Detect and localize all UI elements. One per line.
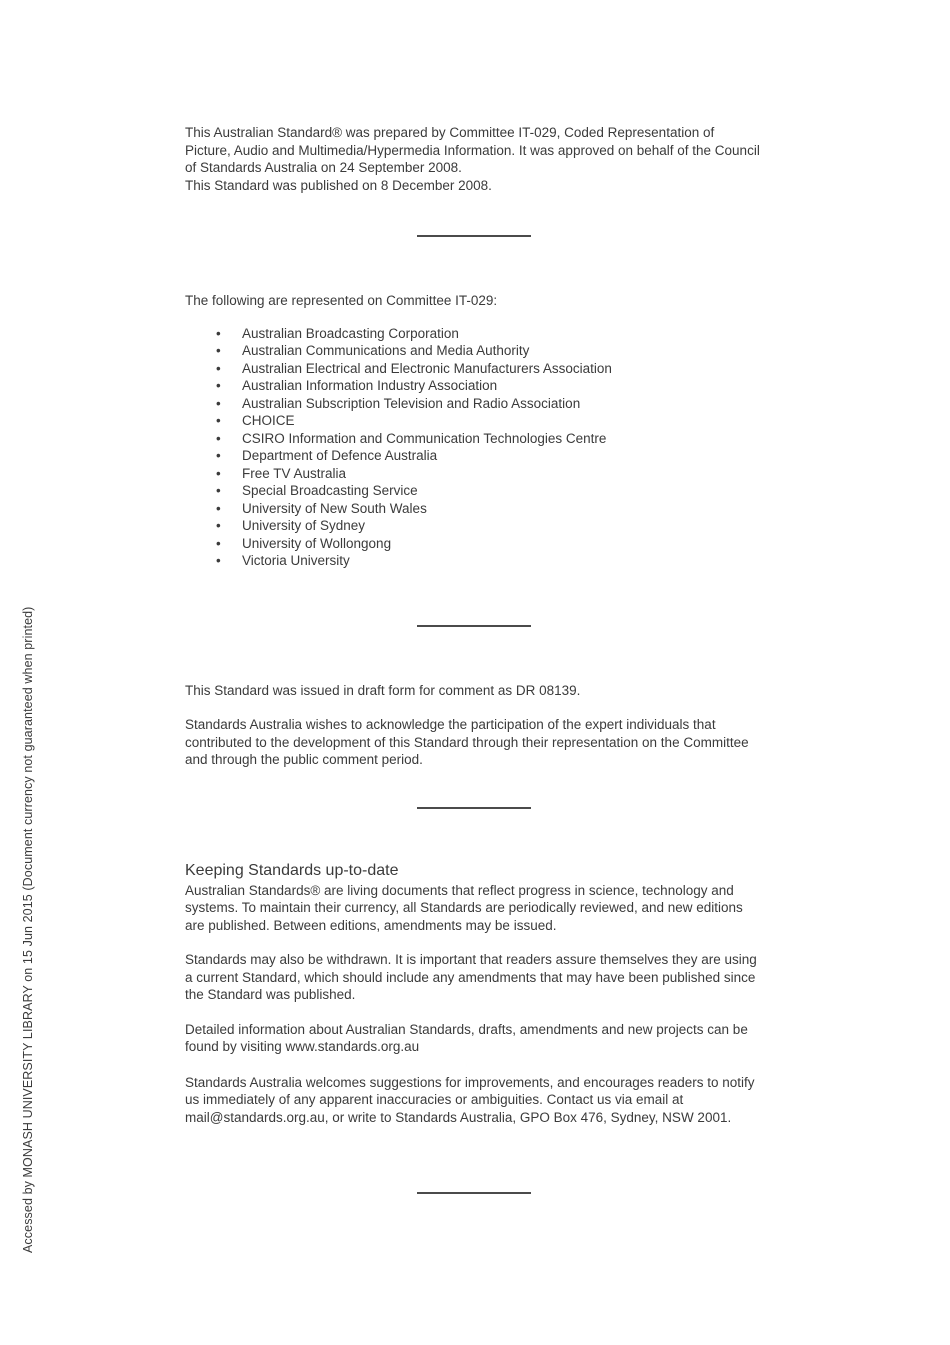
committee-member: • Australian Broadcasting Corporation (185, 325, 763, 343)
committee-member: • University of Wollongong (185, 535, 763, 553)
section-divider (417, 625, 531, 627)
committee-member: • CHOICE (185, 412, 763, 430)
committee-member: • Special Broadcasting Service (185, 482, 763, 500)
preface-published-note: This Standard was published on 8 December 2008. (185, 177, 492, 193)
committee-member: • Free TV Australia (185, 465, 763, 483)
committee-intro: The following are represented on Committee IT-029: (185, 293, 498, 308)
withdrawn-paragraph: Standards may also be withdrawn. It is important that readers assure themselves they are using a current Standard, which should include any amendments that may have been published since the Standard was published. (185, 952, 757, 1002)
committee-member: • University of New South Wales (185, 500, 763, 518)
library-access-note: Accessed by MONASH UNIVERSITY LIBRARY on 15 Jun 2015 (Document currency not guaranteed when printed) (21, 606, 35, 1253)
suggestions-paragraph: Standards Australia welcomes suggestions for improvements, and encourages readers to notify us immediately of any apparent inaccuracies or ambiguities. Contact us via email at mail@standards.org.au, or write to Standards Australia, GPO Box 476, Sydney, NSW 2001. (185, 1074, 755, 1125)
committee-member: • Australian Electrical and Electronic Manufacturers Association (185, 360, 763, 378)
committee-member-list (185, 325, 763, 570)
detailed-info-paragraph: Detailed information about Australian Standards, drafts, amendments and new projects can be found by visiting www.standards.org.au (185, 1021, 748, 1054)
section-divider (417, 807, 531, 809)
acknowledgement-paragraph: Standards Australia wishes to acknowledge the participation of the expert individuals that contributed to the development of this Standard through their representation on the Committee and through the public comment period. (185, 717, 749, 767)
committee-member: • University of Sydney (185, 517, 763, 535)
committee-member: • Victoria University (185, 552, 763, 570)
section-divider (417, 1192, 531, 1194)
preface-prepared-by-paragraph: This Australian Standard® was prepared by Committee IT-029, Coded Representation of Picture, Audio and Multimedia/Hypermedia Information. It was approved on behalf of the Council of Standards Australia on 24 September 2008. (185, 125, 760, 175)
section-divider (417, 235, 531, 237)
committee-member: • Australian Communications and Media Authority (185, 342, 763, 360)
committee-member: • Australian Information Industry Association (185, 377, 763, 395)
committee-member: • Australian Subscription Television and Radio Association (185, 395, 763, 413)
committee-member: • CSIRO Information and Communication Technologies Centre (185, 430, 763, 448)
keeping-standards-heading: Keeping Standards up-to-date (185, 861, 399, 879)
draft-comment-note: This Standard was issued in draft form for comment as DR 08139. (185, 682, 581, 698)
committee-member: • Department of Defence Australia (185, 447, 763, 465)
page-content (185, 0, 763, 1201)
living-documents-paragraph: Australian Standards® are living documents that reflect progress in science, technology and systems. To maintain their currency, all Standards are periodically reviewed, and new editions are published. Between editions, amendments may be issued. (185, 882, 743, 933)
